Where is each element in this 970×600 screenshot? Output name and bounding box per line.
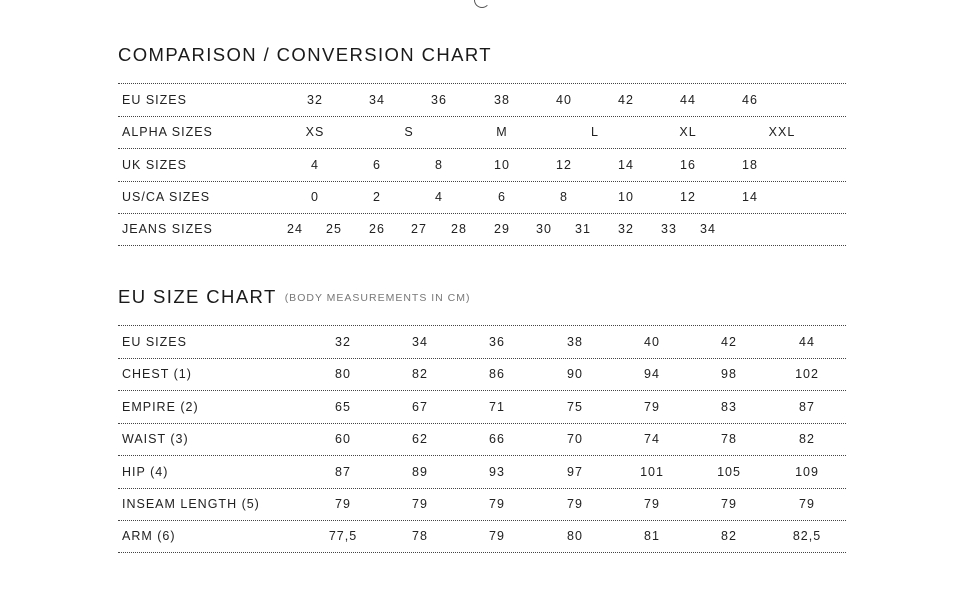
table-cell: 6: [498, 190, 506, 205]
row-label: WAIST (3): [122, 432, 189, 447]
table-cell: 24: [287, 222, 303, 237]
table-cell: 32: [307, 92, 323, 107]
table-cell: 79: [721, 497, 737, 512]
table-cell: 83: [721, 399, 737, 414]
row-label: US/CA SIZES: [122, 190, 211, 205]
table-cell: 79: [799, 497, 815, 512]
table-cell: 10: [618, 190, 634, 205]
table-cell: 79: [335, 497, 351, 512]
table-cell: 82,5: [792, 529, 822, 544]
table-cell: 77,5: [328, 529, 358, 544]
table-cell: 8: [560, 190, 568, 205]
table-cell: 40: [556, 92, 572, 107]
table-cell: 29: [494, 222, 510, 237]
table-cell: 36: [431, 92, 447, 107]
row-label: CHEST (1): [122, 367, 192, 382]
row-label: UK SIZES: [122, 157, 187, 172]
table-cell: 34: [700, 222, 716, 237]
table-cell: 79: [489, 497, 505, 512]
table-cell: 14: [742, 190, 758, 205]
table-cell: 31: [575, 222, 591, 237]
table-cell: 44: [680, 92, 696, 107]
table-row: [118, 520, 846, 553]
table-cell: 8: [435, 157, 443, 172]
table-cell: 27: [411, 222, 427, 237]
table-cell: 105: [717, 464, 741, 479]
table-cell: 33: [661, 222, 677, 237]
table-cell: M: [496, 125, 508, 140]
table-cell: 79: [644, 399, 660, 414]
table-cell: 12: [680, 190, 696, 205]
table-cell: 60: [335, 432, 351, 447]
table-cell: 16: [680, 157, 696, 172]
table-cell: 71: [489, 399, 505, 414]
row-label: INSEAM LENGTH (5): [122, 497, 260, 512]
table-cell: 98: [721, 367, 737, 382]
table-cell: 89: [412, 464, 428, 479]
table-cell: 87: [335, 464, 351, 479]
table-cell: L: [591, 125, 599, 140]
row-label: EU SIZES: [122, 334, 187, 349]
table-row: [118, 423, 846, 456]
table-cell: 12: [556, 157, 572, 172]
table-cell: 82: [412, 367, 428, 382]
table-cell: 94: [644, 367, 660, 382]
table-cell: 32: [618, 222, 634, 237]
table-cell: XXL: [768, 125, 796, 140]
table-cell: 46: [742, 92, 758, 107]
table-cell: 38: [567, 334, 583, 349]
table-cell: 4: [435, 190, 443, 205]
table-cell: 81: [644, 529, 660, 544]
table-row: [118, 116, 846, 149]
table-cell: 93: [489, 464, 505, 479]
table-row: [118, 181, 846, 214]
table-row: [118, 148, 846, 181]
table-cell: 30: [536, 222, 552, 237]
table-cell: 4: [311, 157, 319, 172]
table-cell: 2: [373, 190, 381, 205]
table-cell: 74: [644, 432, 660, 447]
table-cell: 32: [335, 334, 351, 349]
table-cell: 101: [640, 464, 664, 479]
table-cell: 34: [412, 334, 428, 349]
table-cell: 18: [742, 157, 758, 172]
table-cell: 90: [567, 367, 583, 382]
table-cell: 80: [335, 367, 351, 382]
table-cell: 86: [489, 367, 505, 382]
eu-size-chart-title: EU SIZE CHART: [118, 286, 277, 307]
eu-size-chart-heading: [118, 286, 846, 308]
table-cell: 82: [799, 432, 815, 447]
table-cell: XS: [305, 125, 325, 140]
table-cell: 75: [567, 399, 583, 414]
table-cell: 79: [644, 497, 660, 512]
table-cell: 38: [494, 92, 510, 107]
table-cell: 25: [326, 222, 342, 237]
table-row: [118, 358, 846, 391]
table-cell: 80: [567, 529, 583, 544]
table-cell: 42: [618, 92, 634, 107]
comparison-chart-title: COMPARISON / CONVERSION CHART: [118, 44, 492, 65]
table-cell: 6: [373, 157, 381, 172]
table-cell: 70: [567, 432, 583, 447]
table-cell: 109: [795, 464, 819, 479]
table-cell: XL: [679, 125, 697, 140]
table-cell: 102: [795, 367, 819, 382]
table-cell: 62: [412, 432, 428, 447]
table-row: [118, 213, 846, 246]
table-row: [118, 325, 846, 358]
table-cell: 40: [644, 334, 660, 349]
table-cell: 0: [311, 190, 319, 205]
row-label: EU SIZES: [122, 92, 187, 107]
table-cell: 79: [567, 497, 583, 512]
table-cell: 66: [489, 432, 505, 447]
row-label: ARM (6): [122, 529, 176, 544]
table-cell: 79: [412, 497, 428, 512]
table-cell: 79: [489, 529, 505, 544]
table-row: [118, 390, 846, 423]
table-cell: 28: [451, 222, 467, 237]
table-row: [118, 83, 846, 116]
table-cell: 34: [369, 92, 385, 107]
table-cell: 10: [494, 157, 510, 172]
row-label: JEANS SIZES: [122, 222, 213, 237]
table-cell: 65: [335, 399, 351, 414]
table-cell: 82: [721, 529, 737, 544]
table-cell: 87: [799, 399, 815, 414]
row-label: EMPIRE (2): [122, 399, 199, 414]
table-cell: 42: [721, 334, 737, 349]
comparison-chart-section: [118, 44, 846, 237]
table-cell: 14: [618, 157, 634, 172]
eu-size-chart-section: [118, 286, 846, 544]
table-cell: 36: [489, 334, 505, 349]
partial-decorative-icon: [474, 0, 490, 8]
table-row: [118, 488, 846, 521]
table-cell: S: [404, 125, 414, 140]
row-label: HIP (4): [122, 464, 169, 479]
eu-size-chart-subtitle: (BODY MEASUREMENTS IN CM): [284, 292, 471, 304]
table-cell: 67: [412, 399, 428, 414]
eu-size-chart-table: [118, 325, 846, 553]
table-cell: 44: [799, 334, 815, 349]
comparison-chart-table: [118, 83, 846, 246]
table-cell: 78: [721, 432, 737, 447]
table-cell: 97: [567, 464, 583, 479]
table-cell: 78: [412, 529, 428, 544]
table-cell: 26: [369, 222, 385, 237]
row-label: ALPHA SIZES: [122, 125, 213, 140]
table-row: [118, 455, 846, 488]
